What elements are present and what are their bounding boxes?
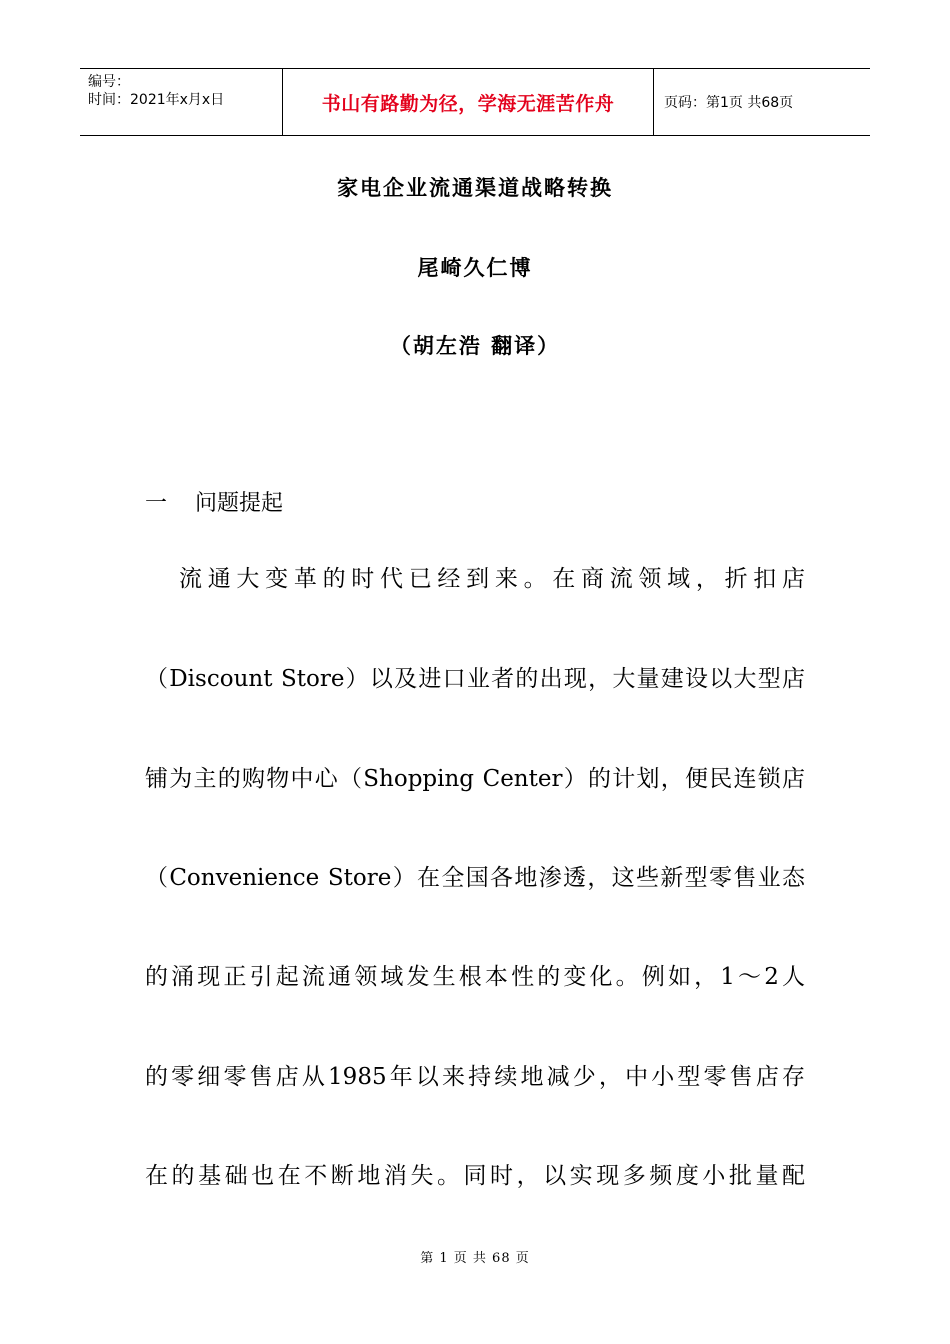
section-title: 问题提起 bbox=[195, 491, 284, 516]
header-motto: 书山有路勤为径，学海无涯苦作舟 bbox=[321, 92, 615, 115]
document-title: 家电企业流通渠道战略转换 bbox=[337, 176, 613, 200]
document-translator: （胡左浩 翻译） bbox=[389, 334, 561, 358]
paragraph-line: （Discount Store）以及进口业者的出现，大量建设以大型店 bbox=[145, 666, 805, 692]
section-number: 一 bbox=[145, 491, 168, 516]
page-footer: 第 1 页 共 68 页 bbox=[420, 1251, 530, 1266]
header-meta-cell bbox=[80, 69, 282, 135]
header-page-info: 页码：第1页 共68页 bbox=[664, 95, 794, 111]
paragraph-line: 流通大变革的时代已经到来。在商流领域，折扣店 bbox=[179, 566, 805, 592]
header-motto-cell bbox=[282, 69, 654, 135]
paragraph-line: 铺为主的购物中心（Shopping Center）的计划，便民连锁店 bbox=[145, 766, 805, 792]
paragraph-line: （Convenience Store）在全国各地渗透，这些新型零售业态 bbox=[145, 865, 805, 891]
document-date: 时间：2021年x月x日 bbox=[88, 92, 225, 108]
header-table bbox=[80, 68, 870, 136]
document-author: 尾崎久仁博 bbox=[417, 256, 533, 280]
paragraph-line: 的涌现正引起流通领域发生根本性的变化。例如，1～2人 bbox=[145, 964, 805, 990]
header-page-cell bbox=[654, 69, 870, 135]
document-number-label: 编号： bbox=[88, 74, 130, 90]
paragraph-line: 的零细零售店从1985年以来持续地减少，中小型零售店存 bbox=[145, 1064, 805, 1090]
section-heading bbox=[145, 486, 283, 517]
paragraph-line: 在的基础也在不断地消失。同时，以实现多频度小批量配 bbox=[145, 1163, 805, 1189]
